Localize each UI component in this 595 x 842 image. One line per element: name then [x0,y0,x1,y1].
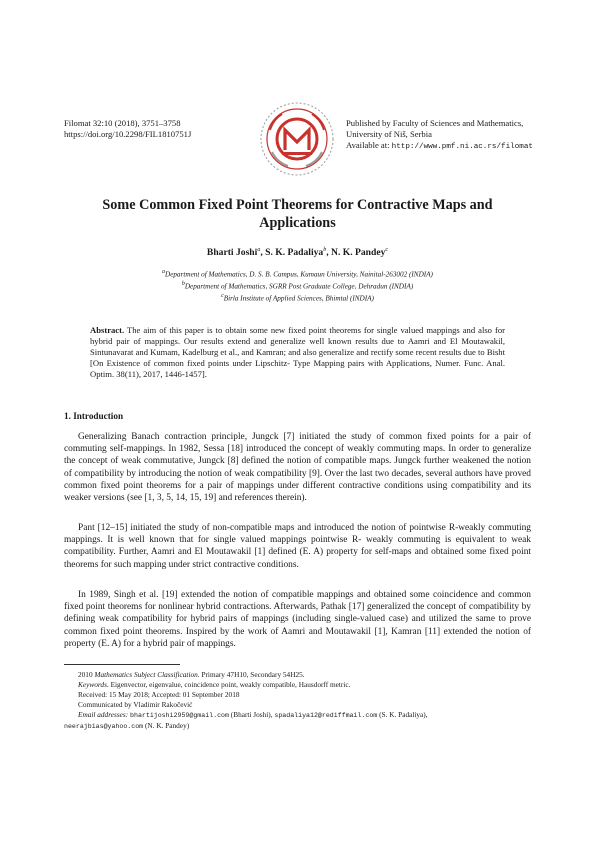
author-sup: c [385,247,389,253]
body-paragraph: Generalizing Banach contraction principle, Jungck [7] initiated the study of common fixed points for a pair of commuting self-mappings. In 1982, Sessa [18] introduced the concept of weakly commuting maps. In order to generalize the concept of weak commutative, Jungck [8] defined the notion of compatible maps. Jungck further weakened the notion of compatibility by introducing the notion of weak compatibility [9]. Over the last two decades, several authors have proved common fixed point theorems for a pair of mappings under different contractive conditions using compatibility and its weaker versions (see [1, 3, 5, 14, 15, 19] and references therein). [64,432,531,504]
author-name: S. K. Padaliya [265,247,324,259]
body-paragraph: In 1989, Singh et al. [19] extended the notion of compatible mappings and obtained some coincidence and common fixed point theorems for nonlinear hybrid contractions. Afterwards, Pathak [17] generalized the concept of compatibility by defining weak compatibility for hybrid pairs of mappings (including single-valued case) and utilized the same to prove common fixed point theorems. Inspired by the work of Aamri and Moutawakil [1], Kamran [11] extended the notion of property (E. A) for a hybrid pair of mappings. [64,590,531,649]
affiliation: $^c$Birla Institute of Applied Sciences, Bhimtal (INDIA) [221,292,374,302]
available-at [346,140,546,153]
affiliation: $^a$Department of Mathematics, D. S. B. Campus, Kumaun University, Nainital-263002 (INDIA) [162,269,433,279]
author-name: N. K. Pandey [331,247,386,259]
filomat-logo-icon [258,100,336,178]
abstract-text: The aim of this paper is to obtain some new fixed point theorems for single valued mappings and also for hybrid pair of mappings. Our results extend and generalize well known results due to Aamri and El Moutawakil, Sintunavarat and Kumam, Kadelburg et al., and Kamran; and also generalize and rectify some recent results due to Bisht [On Existence of common fixed points under Lipschitz- Type Mapping pairs with Applications, Numer. Func. Anal. Optim. 38(11), 2017, 1446-1457]. [90,325,505,379]
abstract [90,325,505,380]
author-list: Bharti Joshi$^a$, S. K. Padaliya$^b$, N. K. Pandey$^c$ [206,247,389,259]
journal-header [64,118,264,140]
email-footnote-cont: neerajbias@yahoo.com (N. K. Pandey) [64,721,190,730]
title-line-2: Applications [259,214,336,231]
received-footnote: Received: 15 May 2018; Accepted: 01 September 2018 [78,690,240,699]
communicated-footnote: Communicated by Vladimir Rakočević [78,700,193,709]
keywords-footnote: Keywords. Eigenvector, eigenvalue, coincidence point, weakly compatible, Hausdorff metric. [78,680,351,689]
footnotes [64,670,531,732]
email-footnote: Email addresses: bhartijoshi2959@gmail.com (Bharti Joshi), spadaliya12@rediffmail.com (S. K. Padaliya), [78,710,428,719]
author-sup: b [323,247,327,253]
available-label: Available at: [346,140,390,151]
journal-logo [258,100,336,178]
author-name: Bharti Joshi [206,247,258,259]
publisher-line-1: Published by Faculty of Sciences and Mathematics, [346,118,524,128]
footnote-divider [64,664,180,665]
author-sup: a [257,247,261,253]
journal-citation: Filomat 32:10 (2018), 3751–3758 [64,118,181,128]
email-link[interactable]: bhartijoshi2959@gmail.com [130,712,229,719]
affiliation: $^b$Department of Mathematics, SGRR Post Graduate College, Dehradun (INDIA) [181,280,414,291]
affiliations [64,268,531,303]
doi-link[interactable]: https://doi.org/10.2298/FIL1810751J [64,129,192,140]
section-heading: 1. Introduction [64,411,124,421]
email-link[interactable]: spadaliya12@rediffmail.com [274,712,378,719]
paper-title [64,197,531,232]
email-link[interactable]: neerajbias@yahoo.com [64,723,144,730]
msc-footnote: 2010 Mathematics Subject Classification. Primary 47H10, Secondary 54H25. [78,670,305,679]
body-paragraph: Pant [12–15] initiated the study of non-compatible maps and introduced the notion of pointwise R-weakly commuting mappings. It is well known that for single valued mappings pointwise R- weakly commuting is equivalent to weak compatibility. Further, Aamri and El Moutawakil [1] defined (E. A) property for self-maps and obtained some fixed point theorems for such mapping under strict contractive conditions. [64,523,531,570]
title-line-1: Some Common Fixed Point Theorems for Contractive Maps and [102,197,493,213]
abstract-label: Abstract. [90,325,125,335]
publisher-header [346,118,546,154]
journal-url[interactable]: http://www.pmf.ni.ac.rs/filomat [391,143,533,152]
publisher-line-2: University of Niš, Serbia [346,129,432,140]
